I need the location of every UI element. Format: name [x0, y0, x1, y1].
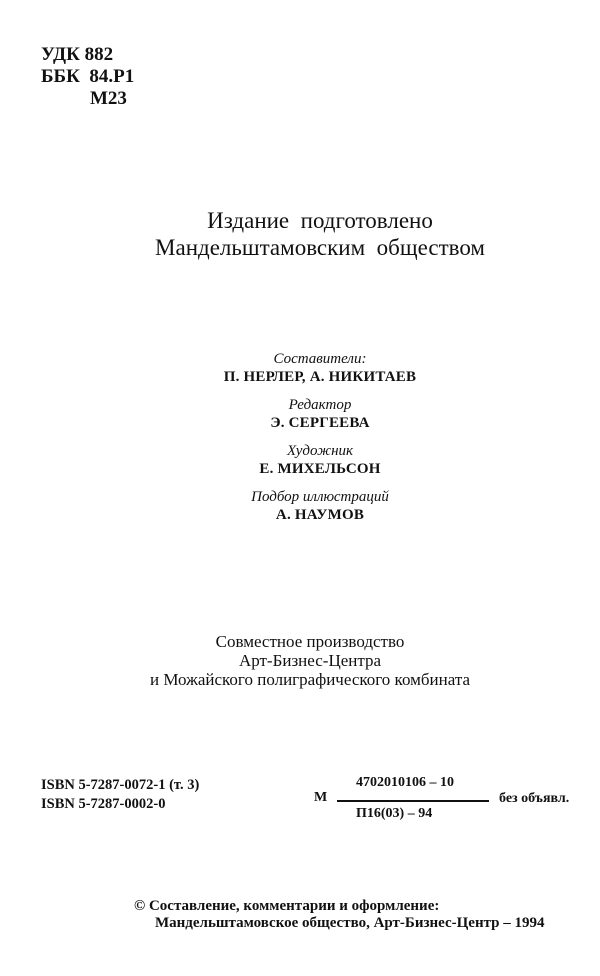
credit-name: Э. СЕРГЕЕВА: [270, 415, 370, 431]
udk-code: УДК 882: [41, 44, 114, 65]
credit-role: Подбор иллюстраций: [251, 489, 389, 505]
author-mark: М23: [90, 88, 127, 109]
coproduction-line-2: Арт-Бизнес-Центра: [238, 651, 382, 670]
imprint-letter: М: [314, 790, 328, 805]
credit-artist: [0, 442, 600, 478]
coproduction-line-1: Совместное производство: [215, 632, 405, 651]
copyright-notice: [134, 898, 545, 932]
preparation-note-line-1: Издание подготовлено: [207, 208, 433, 233]
coproduction-note: [0, 632, 600, 689]
imprint-code: [313, 775, 593, 825]
copyright-line-2: Мандельштамовское общество, Арт-Бизнес-Центр – 1994: [155, 915, 545, 931]
credit-name: А. НАУМОВ: [275, 507, 365, 523]
isbn-set: ISBN 5-7287-0002-0: [41, 796, 166, 812]
imprint-numerator: 4702010106 – 10: [356, 775, 454, 790]
classification-codes: [41, 44, 134, 110]
bbk-code: ББК 84.Р1: [41, 66, 135, 87]
isbn-volume: ISBN 5-7287-0072-1 (т. 3): [41, 777, 200, 793]
credit-role: Редактор: [288, 397, 352, 413]
credits-section: [0, 350, 600, 534]
isbn-block: [41, 776, 199, 814]
credit-editor: [0, 396, 600, 432]
imprint-suffix: без объявл.: [499, 791, 570, 806]
credit-name: П. НЕРЛЕР, А. НИКИТАЕВ: [223, 369, 417, 385]
credit-role: Художник: [286, 443, 354, 459]
coproduction-line-3: и Можайского полиграфического комбината: [149, 670, 471, 689]
copyright-line-1: © Составление, комментарии и оформление:: [134, 898, 440, 914]
imprint-denominator: П16(03) – 94: [356, 806, 433, 821]
fraction-line: [337, 800, 489, 802]
preparation-note: [0, 207, 600, 261]
preparation-note-line-2: Мандельштамовским обществом: [155, 235, 485, 260]
credit-illustrations: [0, 488, 600, 524]
credit-role: Составители:: [273, 351, 367, 367]
credit-name: Е. МИХЕЛЬСОН: [259, 461, 381, 477]
credit-compilers: [0, 350, 600, 386]
